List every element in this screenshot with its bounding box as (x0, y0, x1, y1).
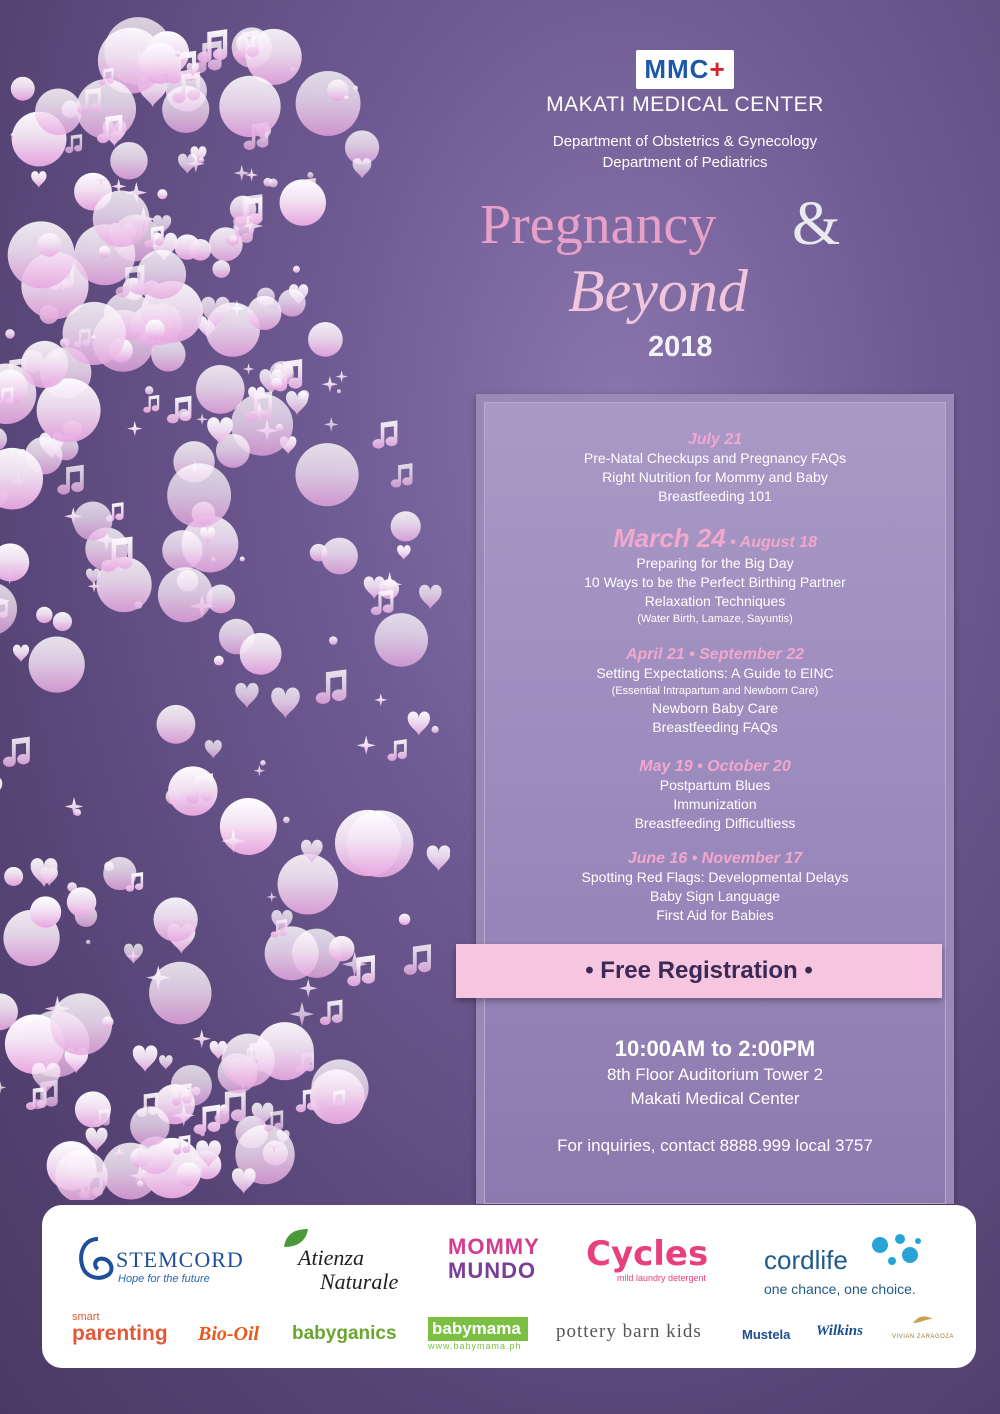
decor-circle (156, 705, 195, 744)
event-venue-line2: Makati Medical Center (630, 1089, 800, 1108)
session-topic: Preparing for the Big Day (636, 555, 794, 571)
decor-sparkle-icon (243, 363, 255, 375)
decor-circle (130, 1106, 170, 1146)
sponsors-panel (42, 1205, 976, 1368)
decor-dot (283, 817, 290, 824)
decor-circle (310, 544, 328, 562)
session-topic: Postpartum Blues (659, 777, 771, 793)
decor-music-note-icon (347, 955, 375, 986)
decor-circle (167, 463, 231, 527)
decor-circle (110, 142, 147, 179)
decor-dot (99, 246, 111, 258)
decor-dot (91, 335, 96, 340)
cordlife-tagline: one chance, one choice. (764, 1281, 916, 1297)
session-2 (485, 523, 945, 627)
event-title (470, 181, 900, 361)
decor-circle (177, 1162, 201, 1186)
title-year: 2018 (648, 331, 713, 363)
decor-circle (11, 77, 35, 101)
decor-music-note-icon (316, 669, 347, 704)
decor-dot (102, 1016, 113, 1027)
decor-circle (4, 867, 23, 886)
session-date: July 21 (687, 431, 743, 448)
session-5 (485, 850, 945, 925)
decor-dot (399, 914, 410, 925)
title-ampersand: & (792, 190, 841, 258)
sponsor-stemcord (76, 1235, 266, 1289)
decor-circle (50, 993, 112, 1055)
session-topic: Setting Expectations: A Guide to EINC (596, 665, 834, 681)
session-topic: Relaxation Techniques (644, 593, 786, 609)
decor-circle (0, 427, 7, 451)
mommy-mundo-line2: MUNDO (448, 1258, 537, 1283)
decor-dot (276, 424, 284, 432)
decor-heart-icon (86, 1128, 108, 1152)
decor-circle (329, 936, 355, 962)
decor-circle (240, 633, 282, 675)
decor-music-note-icon (387, 739, 406, 761)
pregnancy-silhouette-illustration (0, 0, 450, 1200)
decor-circle (158, 567, 213, 622)
mommy-mundo-line1: MOMMY (448, 1234, 540, 1259)
decor-circle (222, 1034, 275, 1087)
decor-circle (37, 233, 61, 257)
session-date: April 21 • September 22 (625, 646, 805, 663)
decor-music-note-icon (391, 463, 413, 487)
event-venue-line1: 8th Floor Auditorium Tower 2 (606, 1065, 824, 1084)
decor-circle (149, 962, 211, 1024)
decor-dot (344, 95, 349, 100)
session-date (485, 523, 945, 554)
session-note: (Water Birth, Lamaze, Sayuntis) (637, 613, 793, 625)
decor-sparkle-icon (196, 413, 208, 425)
decor-circle (162, 530, 203, 571)
event-time: 10:00AM to 2:00PM (614, 1036, 816, 1061)
session-4 (485, 758, 945, 833)
decor-sparkle-icon (324, 417, 339, 432)
session-1 (485, 431, 945, 506)
department-obgyn: Department of Obstetrics & Gynecology (552, 133, 818, 150)
stemcord-name: STEMCORD (116, 1247, 244, 1272)
decor-circle (0, 582, 17, 635)
decor-circle (374, 613, 428, 667)
cycles-name: Cycles (586, 1234, 709, 1274)
decor-dot (260, 760, 265, 765)
event-info (476, 1036, 954, 1156)
sponsor-vivian-zaragoza (888, 1313, 958, 1353)
sponsor-cordlife (760, 1229, 960, 1305)
babymama-name: babymama (428, 1317, 528, 1341)
decor-dot (5, 329, 14, 338)
decor-sparkle-icon (234, 165, 250, 181)
decor-sparkle-icon (192, 1029, 211, 1048)
decor-music-note-icon (65, 134, 82, 153)
decor-circle (8, 221, 75, 288)
decor-circle (345, 130, 379, 164)
decor-circle (139, 43, 180, 84)
decor-heart-icon (31, 171, 46, 188)
decor-circle (247, 296, 281, 330)
sponsor-pottery-barn-kids: pottery barn kids (556, 1321, 702, 1342)
decor-sparkle-icon (322, 376, 338, 392)
vivian-bird-icon (911, 1313, 935, 1329)
decor-circle (103, 857, 136, 890)
decor-music-note-icon (404, 944, 431, 975)
decor-heart-icon (133, 1045, 158, 1072)
session-topic: Right Nutrition for Mommy and Baby (602, 469, 828, 485)
departments (470, 131, 900, 173)
session-topic: Breastfeeding FAQs (652, 719, 778, 735)
decor-circle (67, 887, 96, 916)
decor-circle (21, 341, 68, 388)
decor-circle (212, 260, 230, 278)
decor-circle (53, 612, 72, 631)
decor-heart-icon (419, 585, 442, 610)
decor-dot (178, 409, 190, 421)
decor-circle (145, 320, 165, 340)
sponsor-atienza-naturale (278, 1227, 428, 1299)
decor-heart-icon (31, 858, 58, 888)
decor-sparkle-icon (335, 370, 347, 382)
decor-heart-icon (427, 845, 450, 871)
department-pediatrics: Department of Pediatrics (602, 154, 768, 171)
session-date: June 16 • November 17 (627, 850, 803, 867)
sponsor-mommy-mundo (448, 1235, 558, 1295)
sponsor-babymama (428, 1317, 528, 1353)
decor-circle (175, 234, 200, 259)
decor-heart-icon (235, 683, 258, 709)
stemcord-tagline: Hope for the future (118, 1273, 210, 1285)
decor-circle (220, 798, 277, 855)
decor-dot (329, 636, 338, 645)
babymama-url: www.babymama.ph (428, 1341, 522, 1351)
title-pregnancy: Pregnancy (480, 194, 717, 256)
decor-circle (295, 443, 358, 506)
decor-heart-icon (408, 711, 430, 736)
decor-dot (11, 133, 15, 137)
cordlife-dots-icon (866, 1229, 926, 1271)
session-topic: Baby Sign Language (650, 888, 780, 904)
free-registration-banner: • Free Registration • (456, 944, 942, 998)
decor-sparkle-icon (0, 1081, 6, 1093)
decor-heart-icon (0, 777, 2, 800)
decor-circle (35, 88, 82, 135)
decor-sparkle-icon (253, 765, 265, 777)
decor-dot (137, 1181, 144, 1188)
decor-dot (145, 386, 153, 394)
decor-circle (63, 302, 126, 365)
decor-dot (214, 656, 224, 666)
decor-heart-icon (159, 1055, 173, 1070)
decor-sparkle-icon (374, 693, 387, 706)
session-date-separator: • (725, 534, 740, 551)
decor-sparkle-icon (267, 892, 277, 902)
sponsor-cycles (586, 1235, 716, 1291)
decor-circle (278, 289, 306, 317)
decor-circle (29, 636, 85, 692)
atienza-line1: Atienza (298, 1245, 364, 1270)
decor-heart-icon (13, 645, 29, 663)
decor-circle (162, 86, 209, 133)
decor-dot (228, 235, 237, 244)
decor-dot (175, 51, 181, 57)
sponsor-wilkins: Wilkins (816, 1323, 863, 1339)
session-date: May 19 • October 20 (639, 758, 791, 775)
session-topic: Immunization (673, 796, 757, 812)
decor-sparkle-icon (357, 736, 376, 755)
header (470, 50, 900, 361)
contact-info: For inquiries, contact 8888.999 local 3757 (557, 1136, 873, 1155)
decor-dot (337, 389, 341, 393)
smart-label: smart (72, 1311, 100, 1323)
session-date-main: March 24 (613, 523, 726, 553)
decor-dot (86, 940, 91, 945)
cross-icon: + (709, 54, 726, 84)
decor-circle (219, 76, 280, 137)
decor-circle (296, 71, 361, 136)
decor-dot (240, 556, 245, 561)
atienza-line2: Naturale (320, 1269, 399, 1294)
decor-sparkle-icon (299, 979, 317, 997)
decor-circle (0, 543, 29, 581)
sponsor-babyganics: babyganics (292, 1323, 397, 1344)
decor-music-note-icon (320, 1000, 343, 1025)
cycles-tagline: mild laundry detergent (616, 1273, 706, 1283)
decor-dot (199, 158, 204, 163)
decor-dot (431, 726, 438, 733)
decor-music-note-icon (143, 395, 159, 413)
decor-circle (154, 897, 198, 941)
decor-circle (73, 502, 112, 541)
org-name: MAKATI MEDICAL CENTER (546, 93, 824, 116)
decor-sparkle-icon (127, 421, 142, 436)
decor-circle (36, 607, 52, 623)
session-topic: Pre-Natal Checkups and Pregnancy FAQs (583, 450, 847, 466)
session-topic: Breastfeeding Difficultiess (634, 815, 796, 831)
session-topic: Spotting Red Flags: Developmental Delays (581, 869, 849, 885)
parenting-label: parenting (72, 1322, 168, 1345)
decor-music-note-icon (57, 465, 83, 495)
mmc-logo-mark: MMC (644, 54, 710, 84)
session-topic: 10 Ways to be the Perfect Birthing Partner (584, 574, 846, 590)
title-beyond: Beyond (568, 258, 748, 324)
session-date-alt: August 18 (739, 534, 817, 551)
decor-circle (321, 538, 358, 575)
decor-heart-icon (271, 687, 300, 718)
decor-dot (271, 378, 282, 389)
cordlife-name: cordlife (764, 1245, 848, 1275)
decor-music-note-icon (372, 420, 397, 448)
decor-circle (278, 854, 339, 915)
decor-dot (263, 178, 272, 187)
decor-dot (157, 189, 167, 199)
session-note: (Essential Intrapartum and Newborn Care) (611, 685, 819, 697)
decor-heart-icon (397, 545, 411, 560)
decor-circle (347, 810, 414, 877)
vivian-name: VIVIAN ZARAGOZA (892, 1334, 954, 1340)
decor-heart-icon (205, 740, 222, 759)
decor-circle (280, 179, 326, 225)
session-topic: First Aid for Babies (656, 907, 774, 923)
decor-dot (307, 172, 313, 178)
session-topic: Breastfeeding 101 (658, 488, 772, 504)
session-topic: Newborn Baby Care (651, 700, 779, 716)
decor-music-note-icon (3, 737, 30, 767)
sponsor-bio-oil: Bio-Oil (198, 1323, 260, 1345)
decor-circle (391, 511, 421, 541)
sponsor-mustela: Mustela (742, 1327, 791, 1342)
decor-sparkle-icon (245, 168, 258, 181)
decor-circle (308, 322, 343, 357)
decor-dot (293, 266, 300, 273)
mmc-logo (636, 50, 733, 89)
sponsor-smart-parenting (72, 1311, 212, 1351)
decor-sparkle-icon (290, 1002, 315, 1027)
stemcord-logo-icon (76, 1235, 120, 1285)
decor-circle (30, 896, 61, 927)
session-3 (485, 646, 945, 737)
decor-heart-icon (124, 944, 143, 965)
